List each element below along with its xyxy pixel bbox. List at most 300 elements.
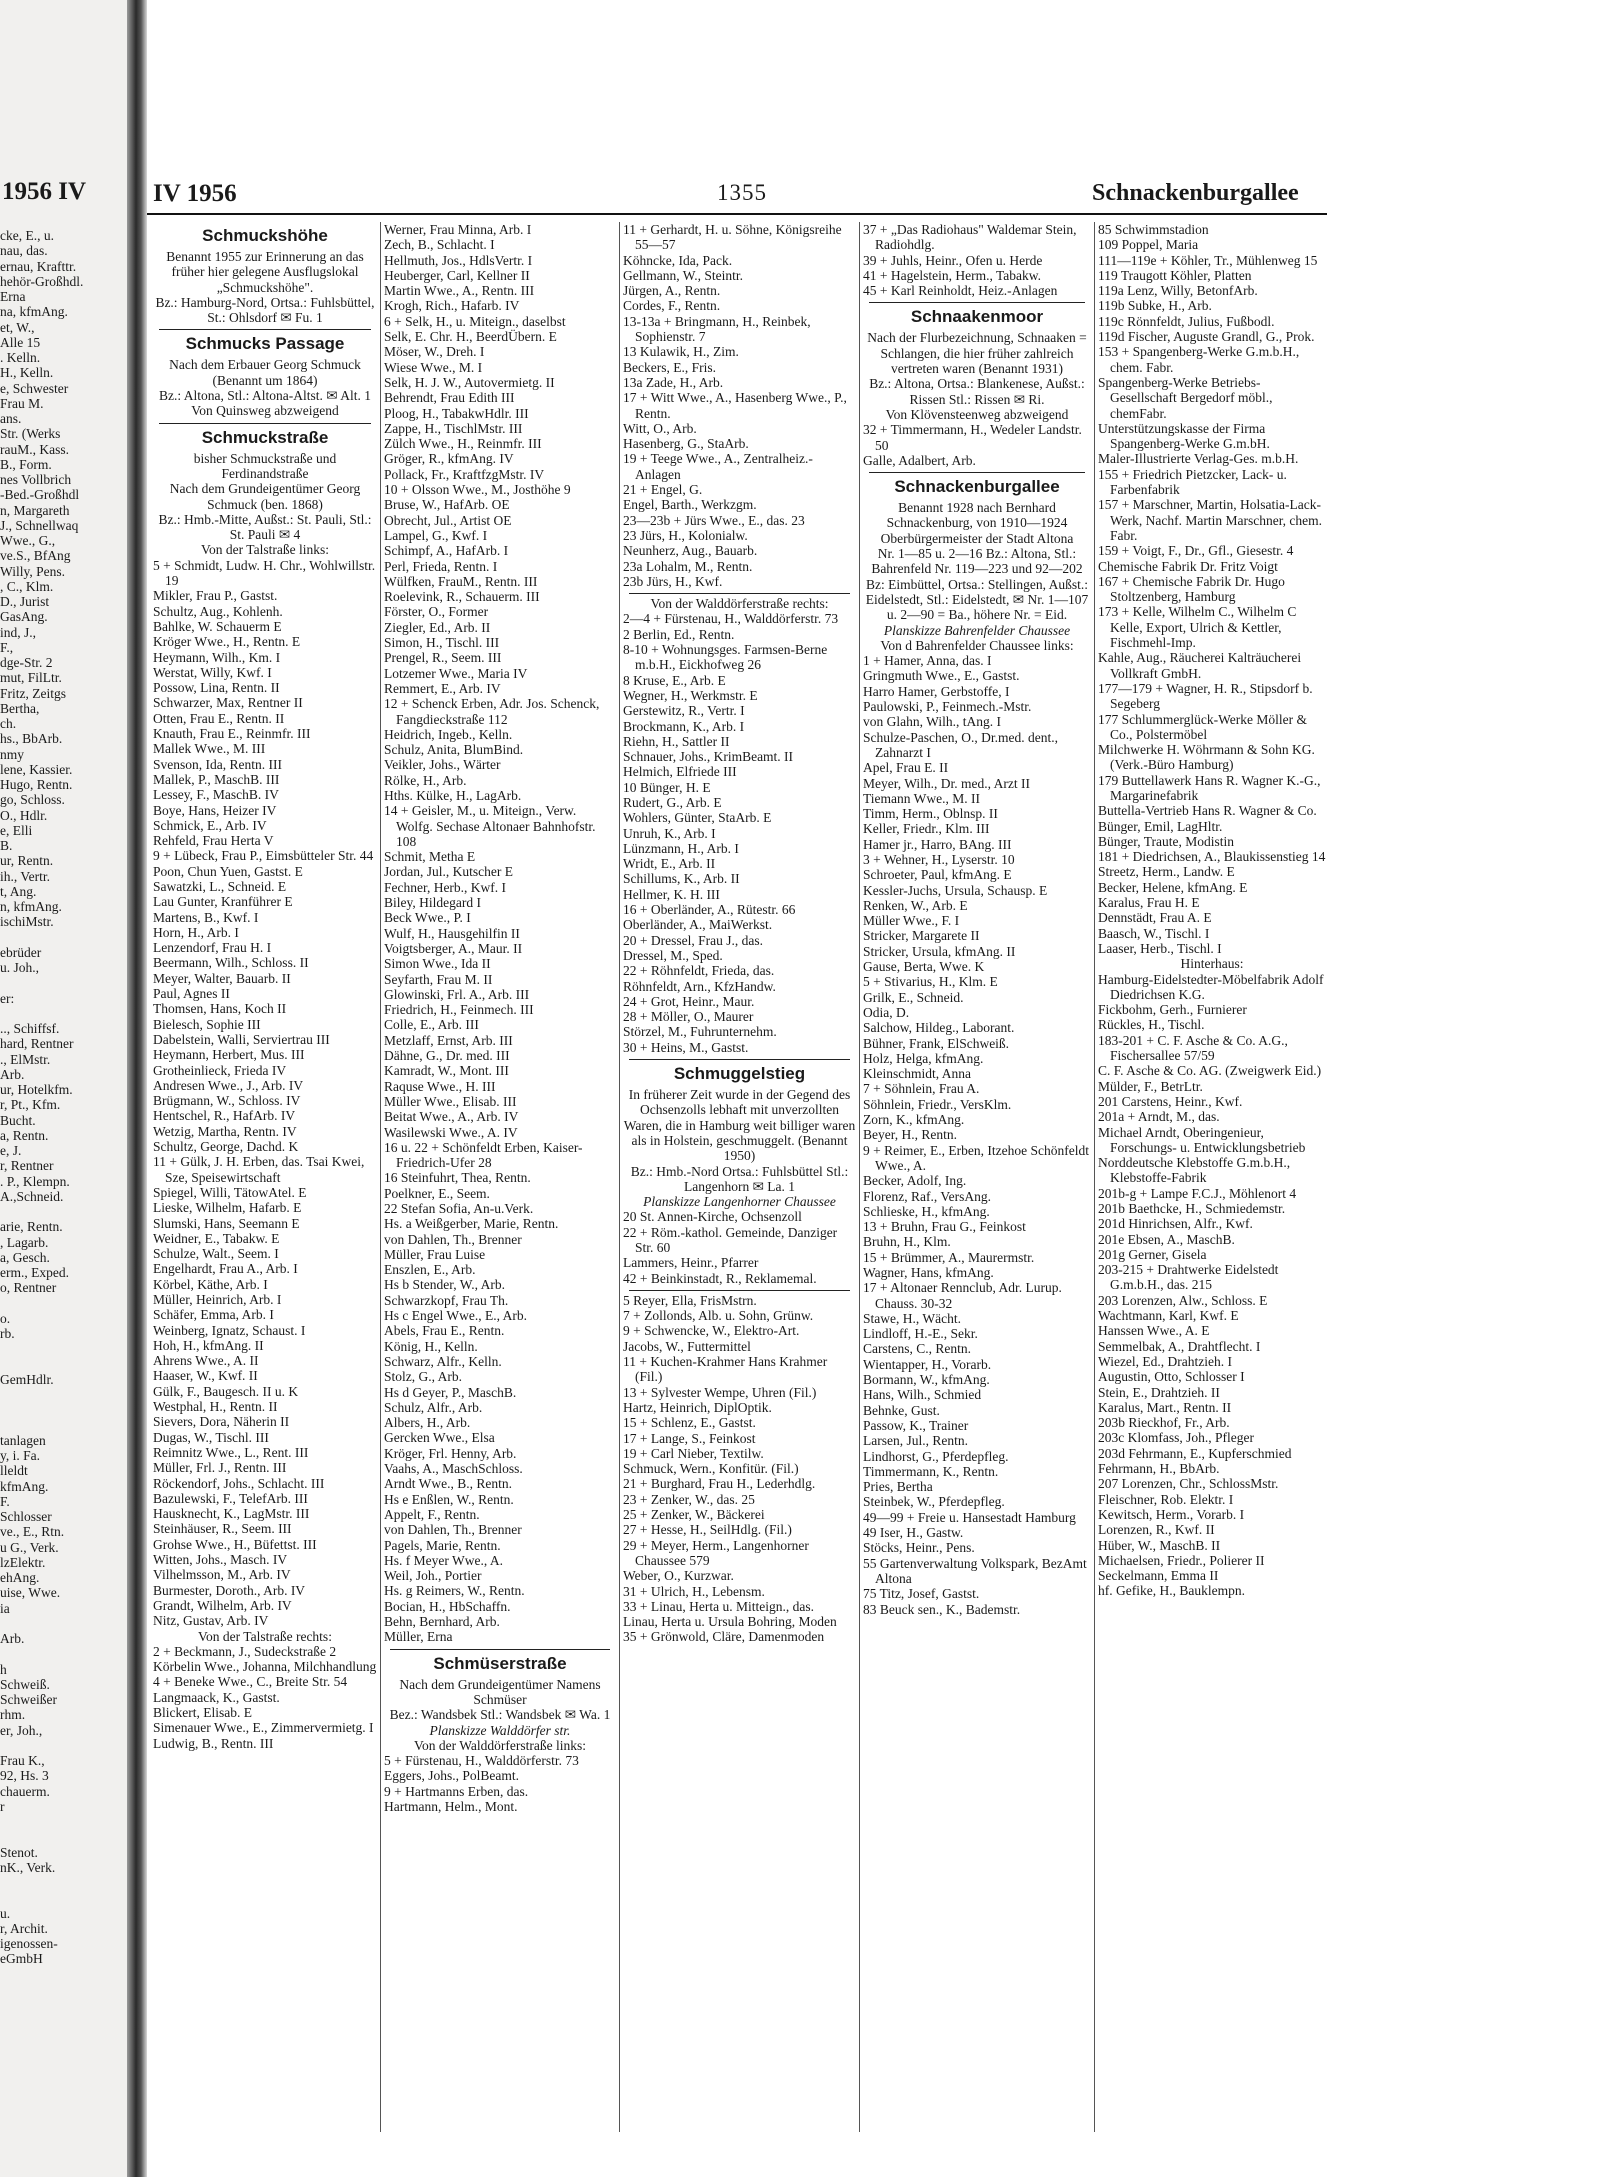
resident-entry: Neunherz, Aug., Bauarb.	[623, 543, 758, 559]
resident-entry: C. F. Asche & Co. AG. (Zweigwerk Eid.)	[1098, 1063, 1322, 1079]
previous-page-line: e, J.	[0, 1143, 22, 1158]
resident-entry: Heymann, Herbert, Mus. III	[153, 1047, 305, 1063]
resident-entry: Bühner, Frank, ElSchweiß.	[863, 1035, 1010, 1051]
resident-entry: Mallek, P., MaschB. III	[153, 771, 280, 787]
resident-entry: Krogh, Rich., Hafarb. IV	[384, 298, 520, 314]
resident-entry: Söhnlein, Friedr., VersKlm.	[863, 1096, 1012, 1112]
resident-entry: Lorenzen, R., Kwf. II	[1098, 1522, 1215, 1538]
previous-page-line	[0, 1006, 128, 1021]
street-note: Von der Walddörferstraße links:	[414, 1737, 586, 1753]
previous-page-line: ebrüder	[0, 944, 42, 960]
previous-page-line: rhm.	[0, 1707, 26, 1723]
resident-entry: 153 + Spangenberg-Werke G.m.b.H., chem. Fabr.	[1098, 344, 1300, 375]
resident-entry: Schultz, Aug., Kohlenh.	[153, 603, 283, 619]
street-heading: Schmuggelstieg	[673, 1064, 806, 1084]
resident-entry: Voigtsberger, A., Maur. II	[384, 940, 523, 956]
resident-entry: 31 + Ulrich, H., Lebensm.	[623, 1583, 765, 1599]
resident-entry: 11 + Kuchen-Krahmer Hans Krahmer (Fil.)	[623, 1354, 828, 1385]
resident-entry: Grotheinlieck, Frieda IV	[153, 1062, 287, 1078]
resident-entry: Remmert, E., Arb. IV	[384, 680, 501, 696]
resident-entry: Beckers, E., Fris.	[623, 359, 716, 375]
resident-entry: 119c Rönnfeldt, Julius, Fußbodl.	[1098, 313, 1275, 329]
street-note: Nach dem Erbauer Georg Schmuck (Benannt um 1864)	[169, 357, 361, 388]
street-note: Bz.: Altona, Stl.: Altona-Altst. ✉ Alt. 1	[159, 388, 371, 404]
column-1	[153, 222, 377, 2162]
resident-entry: 13 Kulawik, H., Zim.	[623, 344, 739, 360]
resident-entry: 109 Poppel, Maria	[1098, 237, 1199, 253]
resident-entry: Odia, D.	[863, 1004, 910, 1020]
resident-entry: Schulz, Alfr., Arb.	[384, 1399, 483, 1415]
resident-entry: 4 + Beneke Wwe., C., Breite Str. 54	[153, 1674, 348, 1690]
resident-entry: Grohse Wwe., H., Büfettst. III	[153, 1536, 317, 1552]
resident-entry: Schulze-Paschen, O., Dr.med. dent., Zahnarzt I	[863, 729, 1058, 760]
previous-page-line: J., Schnellwaq	[0, 517, 79, 533]
resident-entry: 13-13a + Bringmann, H., Reinbek, Sophienstr. 7	[623, 313, 811, 345]
resident-entry: Hellmer, K. H. III	[623, 886, 720, 902]
resident-entry: 8-10 + Wohnungsges. Farmsen-Berne m.b.H., Eickhofweg 26	[623, 642, 828, 673]
resident-entry: Poelkner, E., Seem.	[384, 1185, 490, 1201]
resident-entry: Selk, E. Chr. H., BeerdÜbern. E	[384, 329, 557, 345]
resident-entry: Wulf, H., Hausgehilfin II	[384, 925, 520, 941]
resident-entry: Weidner, E., Tabakw. E	[153, 1230, 280, 1246]
previous-page-line: Arb.	[0, 1066, 25, 1082]
previous-page-line: u.	[0, 1905, 11, 1921]
previous-page-line	[0, 975, 128, 990]
previous-page-lines	[0, 228, 128, 1967]
resident-entry: Raquse Wwe., H. III	[384, 1078, 496, 1094]
previous-page-line: Wwe., G.,	[0, 533, 56, 548]
resident-entry: Friedrich, H., Feinmech. III	[384, 1002, 534, 1018]
resident-entry: Passow, K., Trainer	[863, 1417, 969, 1433]
section-rule	[629, 1059, 850, 1060]
resident-entry: Arndt Wwe., B., Rentn.	[384, 1476, 512, 1492]
resident-entry: 16 u. 22 + Schönfeldt Erben, Kaiser-Friedrich-Ufer 28	[384, 1139, 583, 1171]
street-note: Von Quinsweg abzweigend	[191, 403, 339, 419]
resident-entry: Fleischner, Rob. Elektr. I	[1098, 1491, 1234, 1507]
resident-entry: Grilk, E., Schneid.	[863, 989, 964, 1005]
resident-entry: Buttella-Vertrieb Hans R. Wagner & Co.	[1098, 803, 1317, 819]
resident-entry: Weil, Joh., Portier	[384, 1568, 482, 1584]
previous-page-line: Alle 15	[0, 334, 41, 350]
street-note: Nach dem Grundeigentümer Namens Schmüser	[399, 1676, 601, 1707]
resident-entry: 9 + Lübeck, Frau P., Eimsbütteler Str. 44	[153, 848, 374, 864]
resident-entry: Larsen, Jul., Rentn.	[863, 1433, 968, 1449]
column-5	[1098, 222, 1326, 2162]
previous-page-line: Bucht.	[0, 1112, 36, 1128]
book-gutter	[127, 0, 147, 2177]
previous-page-line: Schlosser	[0, 1509, 52, 1524]
previous-page-line: uise, Wwe.	[0, 1585, 61, 1601]
resident-entry: 16 Steinfuhrt, Thea, Rentn.	[384, 1170, 531, 1186]
resident-entry: 28 + Möller, O., Maurer	[623, 1009, 754, 1025]
resident-entry: Stawe, H., Wächt.	[863, 1310, 961, 1326]
resident-entry: Possow, Lina, Rentn. II	[153, 680, 280, 696]
resident-entry: 201g Gerner, Gisela	[1098, 1246, 1207, 1262]
street-heading: Schnackenburgallee	[894, 477, 1060, 497]
header-rule	[147, 213, 1327, 215]
resident-entry: Dennstädt, Frau A. E	[1098, 910, 1212, 926]
resident-entry: Blickert, Elisab. E	[153, 1705, 252, 1721]
resident-entry: Schwarz, Alfr., Kelln.	[384, 1353, 502, 1369]
previous-page-line: ia	[0, 1600, 10, 1616]
street-heading: Schmuckstraße	[201, 427, 329, 447]
resident-entry: 49 Iser, H., Gastw.	[863, 1525, 964, 1541]
previous-page-line: a, Gesch.	[0, 1249, 50, 1265]
resident-entry: 7 + Söhnlein, Frau A.	[863, 1081, 980, 1097]
previous-page-line: Arb.	[0, 1631, 25, 1646]
resident-entry: Rudert, G., Arb. E	[623, 794, 722, 810]
resident-entry: Schwarzer, Max, Rentner II	[153, 695, 303, 711]
resident-entry: Wetzig, Martha, Rentn. IV	[153, 1123, 297, 1139]
resident-entry: Rehfeld, Frau Herta V	[153, 833, 274, 849]
resident-entry: 1 + Hamer, Anna, das. I	[863, 653, 992, 669]
previous-page-line: , C., Klm.	[0, 578, 54, 594]
resident-entry: Schnauer, Johs., KrimBeamt. II	[623, 749, 794, 765]
resident-entry: Albers, H., Arb.	[384, 1415, 471, 1431]
resident-entry: 6 + Selk, H., u. Miteign., daselbst	[384, 313, 566, 329]
previous-page-line: 92, Hs. 3	[0, 1768, 49, 1784]
resident-entry: Salchow, Hildeg., Laborant.	[863, 1020, 1015, 1036]
resident-entry: Körbel, Käthe, Arb. I	[153, 1276, 268, 1292]
resident-entry: Wagner, Hans, kfmAng.	[863, 1265, 994, 1280]
resident-entry: Knauth, Frau E., Reinmfr. III	[153, 726, 311, 742]
section-rule	[869, 472, 1085, 473]
resident-entry: 5 + Fürstenau, H., Walddörferstr. 73	[384, 1753, 579, 1769]
resident-entry: Keller, Friedr., Klm. III	[863, 821, 990, 837]
previous-page-line: e, Elli	[0, 822, 33, 838]
resident-entry: Tiemann Wwe., M. II	[863, 790, 980, 806]
resident-entry: Mülder, F., BetrLtr.	[1098, 1078, 1203, 1094]
previous-page-line: rb.	[0, 1326, 15, 1341]
resident-entry: Sawatzki, L., Schneid. E	[153, 878, 287, 894]
resident-entry: Vilhelmsson, M., Arb. IV	[153, 1567, 291, 1583]
previous-page-line: . P., Klempn.	[0, 1173, 70, 1189]
resident-entry: 41 + Hagelstein, Herm., Tabakw.	[863, 267, 1041, 283]
resident-entry: Wohlers, Günter, StaArb. E	[623, 810, 772, 826]
resident-entry: Lammers, Heinr., Pfarrer	[623, 1255, 759, 1271]
resident-entry: Hausknecht, K., LagMstr. III	[153, 1506, 310, 1522]
resident-entry: Hamburg-Eidelstedter-Möbelfabrik Adolf Diedrichsen K.G.	[1098, 971, 1324, 1002]
resident-entry: Lessey, F., MaschB. IV	[153, 787, 279, 803]
resident-entry: Gröger, R., kfmAng. IV	[384, 451, 514, 467]
resident-entry: Vaahs, A., MaschSchloss.	[384, 1461, 523, 1477]
resident-entry: Pagels, Marie, Rentn.	[384, 1537, 501, 1553]
resident-entry: Beermann, Wilh., Schloss. II	[153, 955, 309, 971]
resident-entry: 157 + Marschner, Martin, Holsatia-Lack-Werk, Nachf. Martin Marschner, chem. Fabr.	[1098, 497, 1323, 543]
resident-entry: 17 + Witt Wwe., A., Hasenberg Wwe., P., Rentn.	[623, 390, 847, 421]
previous-page-line: igenossen-	[0, 1936, 58, 1951]
previous-page-line: hard, Rentner	[0, 1036, 74, 1052]
resident-entry: Rölke, H., Arb.	[384, 772, 467, 788]
resident-entry: Fehrmann, H., BbArb.	[1098, 1461, 1220, 1477]
resident-entry: Abels, Frau E., Rentn.	[384, 1323, 505, 1339]
directory-page	[147, 0, 1600, 2177]
resident-entry: Bahlke, W. Schauerm E	[153, 618, 282, 634]
resident-entry: Bruse, W., HafArb. OE	[384, 497, 510, 513]
resident-entry: 8 Kruse, E., Arb. E	[623, 672, 726, 688]
resident-entry: hf. Gefike, H., Bauklempn.	[1098, 1583, 1245, 1599]
resident-entry: 17 + Lange, S., Feinkost	[623, 1430, 756, 1446]
previous-page-line: Str. (Werks	[0, 426, 61, 442]
resident-entry: 32 + Timmermann, H., Wedeler Landstr. 50	[863, 422, 1082, 453]
street-note: Bz.: Hamburg-Nord, Ortsa.: Fuhlsbüttel, St.: Ohlsdorf ✉ Fu. 1	[155, 294, 375, 326]
resident-entry: Selk, H. J. W., Autovermietg. II	[384, 374, 555, 390]
resident-entry: Oberländer, A., MaiWerkst.	[623, 917, 773, 933]
resident-entry: Förster, O., Former	[384, 604, 489, 620]
resident-entry: Stricker, Ursula, kfmAng. II	[863, 943, 1016, 959]
resident-entry: Roelevink, R., Schauerm. III	[384, 589, 540, 605]
previous-page-line: ischiMstr.	[0, 914, 54, 930]
resident-entry: Pries, Bertha	[863, 1479, 933, 1495]
resident-entry: Boye, Hans, Heizer IV	[153, 802, 277, 818]
resident-entry: Ahrens Wwe., A. II	[153, 1353, 259, 1369]
resident-entry: Schulze, Walt., Seem. I	[153, 1246, 279, 1262]
resident-entry: 33 + Linau, Herta u. Mitteign., das.	[623, 1598, 814, 1614]
street-note: Von der Talstraße links:	[201, 542, 329, 558]
resident-entry: Behnke, Gust.	[863, 1402, 940, 1418]
resident-entry: 201b Baethcke, H., Schmiedemstr.	[1098, 1201, 1286, 1216]
resident-entry: Hs. g Reimers, W., Rentn.	[384, 1583, 525, 1599]
previous-page-line: Bertha,	[0, 700, 40, 716]
resident-entry: Harro Hamer, Gerbstoffe, I	[863, 683, 1010, 699]
previous-page-line: e, Schwester	[0, 380, 69, 396]
resident-entry: 23 Jürs, H., Kolonialw.	[623, 527, 748, 543]
previous-page-line: u G., Verk.	[0, 1539, 59, 1555]
previous-page-line: r, Pt., Kfm.	[0, 1097, 61, 1113]
previous-page-line	[0, 1829, 128, 1844]
plan-reference: Planskizze Bahrenfelder Chaussee	[883, 622, 1071, 638]
resident-entry: 5 Reyer, Ella, FrisMstrn.	[623, 1292, 757, 1308]
resident-entry: Müller Wwe., F. I	[863, 913, 960, 929]
resident-entry: Zappe, H., TischlMstr. III	[384, 420, 523, 436]
street-note: Bz.: Hmb.-Nord Ortsa.: Fuhlsbüttel Stl.: Langenhorn ✉ La. 1	[630, 1163, 849, 1194]
resident-entry: Hüber, W., MaschB. II	[1098, 1537, 1221, 1553]
resident-entry: 42 + Beinkinstadt, R., Reklamemal.	[623, 1270, 817, 1286]
previous-page-line: r	[0, 1798, 5, 1814]
resident-entry: Milchwerke H. Wöhrmann & Sohn KG. (Verk.-Büro Hamburg)	[1098, 742, 1315, 773]
resident-entry: Helmich, Elfriede III	[623, 764, 737, 780]
resident-entry: Simon, H., Tischl. III	[384, 635, 500, 651]
resident-entry: 201b-g + Lampe F.C.J., Möhlenort 4	[1098, 1185, 1297, 1201]
resident-entry: Nitz, Gustav, Arb. IV	[153, 1613, 269, 1629]
resident-entry: Schulz, Anita, BlumBind.	[384, 742, 524, 758]
resident-entry: Beck Wwe., P. I	[384, 910, 471, 926]
previous-page-line: ve., E., Rtn.	[0, 1524, 65, 1540]
previous-page-line: ernau, Krafttr.	[0, 258, 77, 274]
previous-page-line: , Lagarb.	[0, 1234, 49, 1250]
street-note: Von d Bahrenfelder Chaussee links:	[880, 637, 1074, 653]
resident-entry: Seckelmann, Emma II	[1098, 1568, 1219, 1584]
resident-entry: Semmelbak, A., Drahtflecht. I	[1098, 1338, 1261, 1354]
previous-page-number: 1956 IV	[2, 178, 87, 205]
resident-entry: Lenzendorf, Frau H. I	[153, 940, 272, 956]
resident-entry: Bünger, Emil, LagHltr.	[1098, 818, 1223, 834]
resident-entry: 85 Schwimmstadion	[1098, 222, 1209, 237]
resident-entry: Horn, H., Arb. I	[153, 924, 239, 940]
resident-entry: 203c Klomfass, Joh., Pfleger	[1098, 1430, 1254, 1446]
resident-entry: Möser, W., Dreh. I	[384, 344, 485, 360]
resident-entry: 22 + Röhnfeldt, Frieda, das.	[623, 963, 775, 979]
resident-entry: Enszlen, E., Arb.	[384, 1262, 476, 1278]
resident-entry: Svenson, Ida, Rentn. III	[153, 756, 282, 772]
resident-entry: Simenauer Wwe., E., Zimmervermietg. I	[153, 1720, 374, 1736]
previous-page-line: . Kelln.	[0, 350, 41, 365]
resident-entry: Bocian, H., HbSchaffn.	[384, 1598, 511, 1614]
resident-entry: 20 + Dressel, Frau J., das.	[623, 932, 763, 948]
resident-entry: 23—23b + Jürs Wwe., E., das. 23	[623, 512, 805, 528]
resident-entry: Florenz, Raf., VersAng.	[863, 1188, 991, 1204]
resident-entry: 49—99 + Freie u. Hansestadt Hamburg	[863, 1509, 1076, 1525]
resident-entry: Schmit, Metha E	[384, 849, 476, 865]
previous-page-line: n, Margareth	[0, 502, 70, 518]
resident-entry: Gellmann, W., Steintr.	[623, 267, 743, 283]
resident-entry: 14 + Geisler, M., u. Miteign., Verw. Wolfg. Sechase Altonaer Bahnhofstr. 108	[384, 803, 596, 849]
resident-entry: Zorn, K., kfmAng.	[863, 1112, 965, 1128]
street-note: Benannt 1928 nach Bernhard Schnackenburg, von 1910—1924 Oberbürgermeister der Stadt Altona	[880, 500, 1074, 546]
previous-page-line: Schweißer	[0, 1692, 57, 1707]
previous-page-line: ans.	[0, 411, 22, 426]
resident-entry: Lau Gunter, Kranführer E	[153, 894, 293, 910]
resident-entry: Cordes, F., Rentn.	[623, 298, 721, 314]
resident-entry: Heymann, Wilh., Km. I	[153, 649, 281, 665]
resident-entry: Meyer, Wilh., Dr. med., Arzt II	[863, 775, 1031, 791]
resident-entry: 30 + Heins, M., Gastst.	[623, 1039, 749, 1055]
resident-entry: Brockmann, K., Arb. I	[623, 718, 745, 734]
resident-entry: 9 + Reimer, E., Erben, Itzehoe Schönfeldt Wwe., A.	[863, 1142, 1089, 1173]
previous-page-line: .., Schiffsf.	[0, 1021, 60, 1036]
resident-entry: 21 + Engel, G.	[623, 482, 703, 498]
resident-entry: Wasilewski Wwe., A. IV	[384, 1124, 518, 1140]
previous-page-line: o, Rentner	[0, 1280, 57, 1296]
street-note: Bz.: Altona, Ortsa.: Blankenese, Außst.: Rissen Stl.: Rissen ✉ Ri.	[869, 376, 1085, 407]
resident-entry: 119a Lenz, Willy, BetonfArb.	[1098, 283, 1258, 299]
resident-entry: Mikler, Frau P., Gastst.	[153, 588, 278, 604]
resident-entry: Eggers, Johs., PolBeamt.	[384, 1768, 519, 1784]
previous-page-line: kfmAng.	[0, 1478, 49, 1494]
resident-entry: Martin Wwe., A., Rentn. III	[384, 283, 535, 299]
resident-entry: Timmermann, K., Rentn.	[863, 1463, 999, 1479]
resident-entry: Hs c Engel Wwe., E., Arb.	[384, 1308, 527, 1324]
plan-reference: Planskizze Langenhorner Chaussee	[643, 1194, 836, 1210]
resident-entry: 201a + Arndt, M., das.	[1098, 1109, 1220, 1125]
resident-entry: Norddeutsche Klebstoffe G.m.b.H., Klebstoffe-Fabrik	[1098, 1155, 1291, 1186]
street-heading: Schmüserstraße	[433, 1653, 567, 1673]
resident-entry: 181 + Diedrichsen, A., Blaukissenstieg 14	[1098, 849, 1326, 865]
previous-page-line: ur, Rentn.	[0, 853, 54, 869]
street-note: Hinterhaus:	[1180, 956, 1244, 972]
previous-page-line: go, Schloss.	[0, 792, 65, 808]
previous-page-line	[0, 1387, 128, 1402]
running-head: Schnackenburgallee	[1092, 180, 1299, 206]
resident-entry: Prengel, R., Seem. III	[384, 650, 502, 666]
resident-entry: Chemische Fabrik Dr. Fritz Voigt	[1098, 558, 1278, 574]
resident-entry: Wülfken, FrauM., Rentn. III	[384, 573, 538, 589]
previous-page-line: ., ElMstr.	[0, 1051, 51, 1067]
resident-entry: Stricker, Margarete II	[863, 928, 980, 944]
resident-entry: 23b Jürs, H., Kwf.	[623, 573, 723, 589]
resident-entry: 11 + Gülk, J. H. Erben, das. Tsai Kwei, Sze, Speisewirtschaft	[153, 1154, 365, 1185]
previous-page-line: lleldt	[0, 1463, 28, 1479]
resident-entry: Riehn, H., Sattler II	[623, 733, 730, 749]
resident-entry: Behn, Bernhard, Arb.	[384, 1614, 500, 1630]
resident-entry: Jordan, Jul., Kutscher E	[384, 864, 513, 880]
previous-page-line	[0, 1402, 128, 1417]
resident-entry: Engel, Barth., Werkzgm.	[623, 497, 757, 513]
previous-page-line	[0, 1646, 128, 1661]
resident-entry: Beitat Wwe., A., Arb. IV	[384, 1109, 519, 1125]
previous-page-line: o.	[0, 1310, 11, 1326]
resident-entry: Becker, Adolf, Ing.	[863, 1173, 967, 1189]
column-divider	[619, 222, 620, 2132]
resident-entry: 45 + Karl Reinholdt, Heiz.-Anlagen	[863, 283, 1058, 299]
resident-entry: 15 + Schlenz, E., Gastst.	[623, 1415, 756, 1431]
previous-page-line: er, Joh.,	[0, 1722, 43, 1738]
resident-entry: Müller, Frl. J., Rentn. III	[153, 1460, 287, 1476]
street-note: In früherer Zeit wurde in der Gegend des Ochsenzolls lebhaft mit unverzollten Waren, die in Hamburg weit billiger waren als in Holstein, geschmuggelt. (Benannt 1950)	[623, 1087, 856, 1164]
resident-entry: von Glahn, Wilh., tAng. I	[863, 714, 1001, 730]
resident-entry: Bruhn, H., Klm.	[863, 1234, 951, 1250]
previous-page-line	[0, 1418, 128, 1433]
resident-entry: Hentschel, R., HafArb. IV	[153, 1108, 296, 1124]
resident-entry: Hs e Enßlen, W., Rentn.	[384, 1491, 514, 1507]
resident-entry: Baasch, W., Tischl. I	[1098, 925, 1210, 941]
previous-page-line: F.,	[0, 639, 14, 655]
resident-entry: Steinhäuser, R., Seem. III	[153, 1521, 292, 1537]
resident-entry: Appelt, F., Rentn.	[384, 1506, 480, 1522]
resident-entry: Hths. Külke, H., LagArb.	[384, 787, 522, 803]
resident-entry: Reimnitz Wwe., L., Rent. III	[153, 1444, 309, 1460]
resident-entry: Hs. a Weißgerber, Marie, Rentn.	[384, 1216, 559, 1232]
resident-entry: Hasenberg, G., StaArb.	[623, 436, 749, 452]
resident-entry: Otten, Frau E., Rentn. II	[153, 710, 285, 726]
resident-entry: Wridt, E., Arb. II	[623, 856, 716, 872]
previous-page-line	[0, 1296, 128, 1311]
previous-page-line: F.	[0, 1493, 10, 1509]
resident-entry: Stolz, G., Arb.	[384, 1369, 463, 1385]
previous-page-line: ch.	[0, 716, 17, 731]
resident-entry: von Dahlen, Th., Brenner	[384, 1522, 522, 1538]
section-rule	[159, 423, 371, 424]
resident-entry: Weber, O., Kurzwar.	[623, 1568, 734, 1584]
previous-page-line	[0, 1341, 128, 1356]
resident-entry: 203-215 + Drahtwerke Eidelstedt G.m.b.H., das. 215	[1098, 1262, 1279, 1293]
resident-entry: Augustin, Otto, Schlosser I	[1098, 1369, 1245, 1385]
column-divider	[859, 222, 860, 2132]
resident-entry: Dähne, G., Dr. med. III	[384, 1048, 510, 1064]
previous-page-line	[0, 1204, 128, 1219]
previous-page-line: t, Ang.	[0, 883, 37, 899]
resident-entry: 2—4 + Fürstenau, H., Walddörferstr. 73	[623, 611, 839, 627]
resident-entry: Karalus, Mart., Rentn. II	[1098, 1399, 1232, 1415]
resident-entry: Michaelsen, Friedr., Polierer II	[1098, 1552, 1265, 1568]
previous-page-line: ind, J.,	[0, 624, 37, 640]
street-note: Nach der Flurbezeichnung, Schnaaken = Schlangen, die hier früher zahlreich vertreten waren (Benannt 1931)	[867, 330, 1087, 377]
resident-entry: 16 + Oberländer, A., Rütestr. 66	[623, 902, 796, 918]
resident-entry: Carstens, C., Rentn.	[863, 1341, 971, 1357]
resident-entry: Galle, Adalbert, Arb.	[863, 452, 976, 468]
previous-page-line	[0, 1890, 128, 1905]
previous-page-line: Fritz, Zeitgs	[0, 685, 66, 701]
previous-page-line: hs., BbArb.	[0, 731, 63, 747]
resident-entry: Biley, Hildegard I	[384, 895, 481, 911]
resident-entry: 9 + Hartmanns Erben, das.	[384, 1783, 529, 1799]
resident-entry: Hs d Geyer, P., MaschB.	[384, 1384, 517, 1400]
resident-entry: Behrendt, Frau Edith III	[384, 390, 515, 406]
resident-entry: Streetz, Herm., Landw. E	[1098, 864, 1235, 880]
resident-entry: 19 + Carl Nieber, Textilw.	[623, 1445, 764, 1461]
resident-entry: Paulowski, P., Feinmech.-Mstr.	[863, 699, 1032, 715]
resident-entry: 183-201 + C. F. Asche & Co. A.G., Fischersallee 57/59	[1098, 1032, 1288, 1064]
